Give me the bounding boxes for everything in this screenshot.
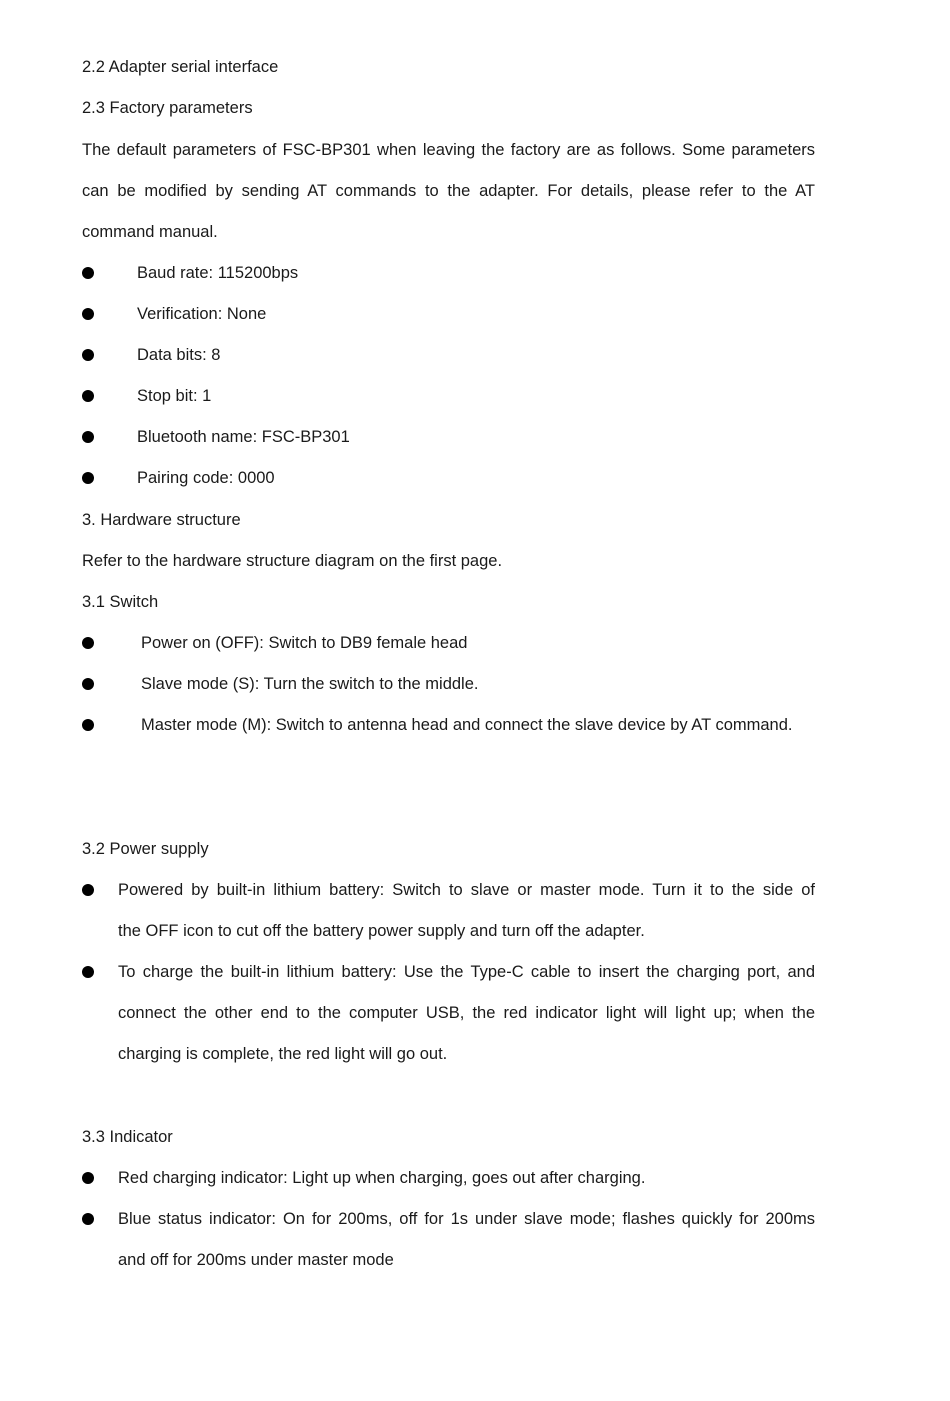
bullet-icon: [82, 637, 94, 649]
bullet-icon: [82, 308, 94, 320]
factory-intro-line-2: can be modified by sending AT commands to the adapter. For details, please refer to the AT: [82, 182, 815, 200]
bullet-icon: [82, 678, 94, 690]
power-item-charge-line-2: connect the other end to the computer USB, the red indicator light will light up; when the: [118, 1004, 815, 1022]
power-item-battery-line-1: Powered by built-in lithium battery: Switch to slave or master mode. Turn it to the side of: [118, 881, 815, 899]
bullet-icon: [82, 267, 94, 279]
param-bluetooth-name: Bluetooth name: FSC-BP301: [137, 428, 350, 446]
hardware-structure-text: Refer to the hardware structure diagram on the first page.: [82, 552, 503, 570]
section-heading-2-2: 2.2 Adapter serial interface: [82, 58, 279, 76]
param-verification: Verification: None: [137, 305, 267, 323]
bullet-icon: [82, 1213, 94, 1225]
section-heading-3-1: 3.1 Switch: [82, 593, 159, 611]
factory-intro-line-1: The default parameters of FSC-BP301 when leaving the factory are as follows. Some parameters: [82, 141, 815, 159]
param-data-bits: Data bits: 8: [137, 346, 221, 364]
indicator-item-blue-line-1: Blue status indicator: On for 200ms, off for 1s under slave mode; flashes quickly for 200ms: [118, 1210, 815, 1228]
indicator-item-blue-line-2: and off for 200ms under master mode: [118, 1251, 394, 1269]
section-heading-3: 3. Hardware structure: [82, 511, 241, 529]
section-heading-3-2: 3.2 Power supply: [82, 840, 209, 858]
bullet-icon: [82, 966, 94, 978]
power-item-battery-line-2: the OFF icon to cut off the battery power supply and turn off the adapter.: [118, 922, 645, 940]
bullet-icon: [82, 390, 94, 402]
bullet-icon: [82, 719, 94, 731]
param-baud-rate: Baud rate: 115200bps: [137, 264, 299, 282]
indicator-item-red-line-1: Red charging indicator: Light up when charging, goes out after charging.: [118, 1169, 646, 1187]
param-pairing-code: Pairing code: 0000: [137, 469, 275, 487]
switch-item-power-on: Power on (OFF): Switch to DB9 female head: [141, 634, 468, 652]
power-item-charge-line-1: To charge the built-in lithium battery: Use the Type-C cable to insert the charging port, and: [118, 963, 815, 981]
switch-item-master-mode: Master mode (M): Switch to antenna head and connect the slave device by AT command.: [141, 716, 793, 734]
param-stop-bit: Stop bit: 1: [137, 387, 212, 405]
power-item-charge-line-3: charging is complete, the red light will go out.: [118, 1045, 448, 1063]
bullet-icon: [82, 431, 94, 443]
bullet-icon: [82, 349, 94, 361]
section-heading-3-3: 3.3 Indicator: [82, 1128, 173, 1146]
factory-intro-line-3: command manual.: [82, 223, 218, 241]
switch-item-slave-mode: Slave mode (S): Turn the switch to the middle.: [141, 675, 479, 693]
section-heading-2-3: 2.3 Factory parameters: [82, 99, 253, 117]
bullet-icon: [82, 472, 94, 484]
bullet-icon: [82, 1172, 94, 1184]
bullet-icon: [82, 884, 94, 896]
